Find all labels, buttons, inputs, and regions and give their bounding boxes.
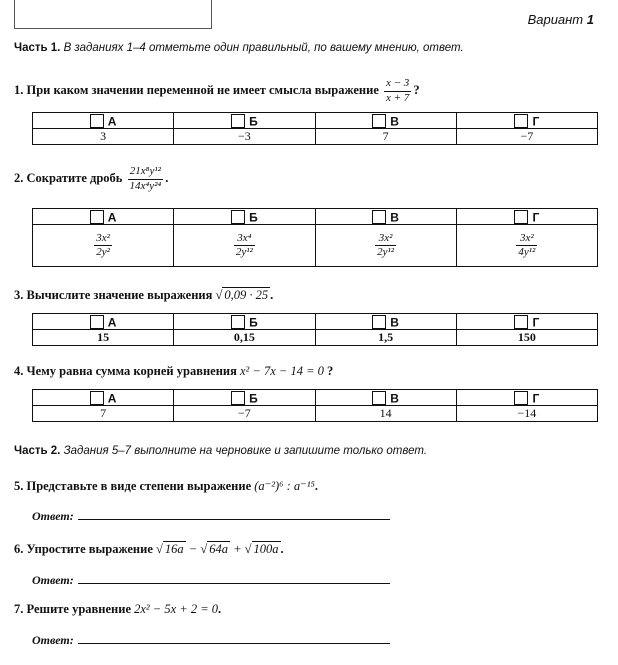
checkbox[interactable] bbox=[514, 210, 528, 224]
variant-header bbox=[528, 12, 594, 27]
checkbox[interactable] bbox=[514, 114, 528, 128]
option-value: 7 bbox=[315, 129, 456, 145]
question-6-tail: . bbox=[280, 542, 284, 556]
checkbox[interactable] bbox=[231, 210, 245, 224]
question-1-text: При каком значении переменной не имеет смысла выражение bbox=[26, 82, 379, 97]
option-b-cell[interactable]: Б bbox=[174, 390, 315, 406]
question-2-text: Сократите дробь bbox=[26, 170, 123, 185]
question-3-text: Вычислите значение выражения bbox=[26, 288, 213, 302]
checkbox[interactable] bbox=[514, 315, 528, 329]
question-1-tail: ? bbox=[413, 82, 420, 97]
question-1-number: 1. bbox=[14, 82, 24, 97]
checkbox[interactable] bbox=[372, 391, 386, 405]
option-value: −7 bbox=[456, 129, 597, 145]
option-value: 3 bbox=[33, 129, 174, 145]
option-value: 150 bbox=[456, 330, 597, 346]
radicand: 0,09 · 25 bbox=[224, 288, 269, 302]
question-2-numerator: 21x⁸y¹² bbox=[128, 166, 164, 180]
option-fraction: $\frac{\text{3x²}}{\text{2y²}}$ bbox=[33, 225, 174, 267]
sqrt-expression: √ 64a bbox=[200, 542, 228, 556]
question-4-answer-table bbox=[32, 389, 598, 422]
question-1-numerator: x − 3 bbox=[384, 78, 411, 92]
question-2 bbox=[14, 166, 168, 192]
checkbox[interactable] bbox=[90, 114, 104, 128]
answer-6 bbox=[32, 573, 390, 588]
option-v-cell[interactable]: В bbox=[315, 314, 456, 330]
question-5-tail: . bbox=[314, 479, 318, 493]
option-value: 7 bbox=[33, 406, 174, 422]
question-2-fraction bbox=[128, 166, 164, 192]
checkbox[interactable] bbox=[372, 114, 386, 128]
question-3 bbox=[14, 288, 273, 303]
question-6-text: Упростите выражение bbox=[26, 542, 153, 556]
option-value: −7 bbox=[174, 406, 315, 422]
variant-number: 1 bbox=[586, 12, 594, 27]
checkbox[interactable] bbox=[90, 315, 104, 329]
option-value: 14 bbox=[315, 406, 456, 422]
question-3-number: 3. bbox=[14, 288, 24, 302]
option-value: −3 bbox=[174, 129, 315, 145]
answer-7-input-line[interactable] bbox=[78, 633, 390, 644]
option-g-cell[interactable]: Г bbox=[456, 113, 597, 129]
question-2-tail: . bbox=[165, 170, 169, 185]
question-4-equation: x² − 7x − 14 = 0 bbox=[240, 364, 324, 378]
name-box[interactable] bbox=[14, 0, 212, 29]
question-7-tail: . bbox=[218, 602, 222, 616]
option-value: 1,5 bbox=[315, 330, 456, 346]
question-4-number: 4. bbox=[14, 364, 24, 378]
checkbox[interactable] bbox=[514, 391, 528, 405]
part2-label: Часть 2. bbox=[14, 445, 61, 457]
part2-heading bbox=[14, 445, 427, 457]
sqrt-expression: √ 0,09 · 25 bbox=[215, 288, 269, 302]
checkbox[interactable] bbox=[90, 210, 104, 224]
sqrt-expression: √ 100a bbox=[244, 542, 279, 556]
question-5-number: 5. bbox=[14, 479, 24, 493]
checkbox[interactable] bbox=[90, 391, 104, 405]
question-3-tail: . bbox=[270, 288, 274, 302]
option-a-cell[interactable]: А bbox=[33, 314, 174, 330]
answer-6-input-line[interactable] bbox=[78, 573, 390, 584]
checkbox[interactable] bbox=[231, 315, 245, 329]
question-5-expression: (a⁻²)⁶ : a⁻¹⁵ bbox=[254, 479, 315, 493]
option-fraction: $\frac{\text{3x²}}{\text{2y¹²}}$ bbox=[315, 225, 456, 267]
answer-label: Ответ: bbox=[32, 509, 74, 523]
part1-instruction: В заданиях 1–4 отметьте один правильный, по вашему мнению, ответ. bbox=[63, 42, 464, 54]
part1-label: Часть 1. bbox=[14, 42, 61, 54]
question-4 bbox=[14, 364, 333, 379]
option-value: 15 bbox=[33, 330, 174, 346]
question-3-answer-table bbox=[32, 313, 598, 346]
question-1-denominator: x + 7 bbox=[386, 91, 410, 104]
variant-label: Вариант bbox=[527, 12, 584, 27]
answer-label: Ответ: bbox=[32, 573, 74, 587]
answer-label: Ответ: bbox=[32, 633, 74, 647]
part1-heading bbox=[14, 42, 464, 54]
answer-5-input-line[interactable] bbox=[78, 509, 390, 520]
question-1-fraction bbox=[384, 78, 411, 104]
option-fraction: $\frac{\text{3x²}}{\text{4y¹²}}$ bbox=[456, 225, 597, 267]
question-5 bbox=[14, 478, 318, 494]
option-g-cell[interactable]: Г bbox=[456, 390, 597, 406]
option-b-cell[interactable]: Б bbox=[174, 314, 315, 330]
question-4-text: Чему равна сумма корней уравнения bbox=[26, 364, 237, 378]
question-7-text: Решите уравнение bbox=[26, 602, 131, 616]
option-v-cell[interactable]: В bbox=[315, 209, 456, 225]
question-6-number: 6. bbox=[14, 542, 24, 556]
sqrt-expression: √ 16a bbox=[156, 542, 184, 556]
part2-instruction: Задания 5–7 выполните на черновике и запишите только ответ. bbox=[63, 445, 428, 457]
option-v-cell[interactable]: В bbox=[315, 113, 456, 129]
question-4-tail: ? bbox=[327, 364, 334, 378]
option-g-cell[interactable]: Г bbox=[456, 209, 597, 225]
option-a-cell[interactable]: А bbox=[33, 113, 174, 129]
option-b-cell[interactable]: Б bbox=[174, 113, 315, 129]
question-6: 6. Упростите выражение √ 16a − √ 64a + √ 100a . bbox=[14, 542, 284, 556]
option-g-cell[interactable]: Г bbox=[456, 314, 597, 330]
option-value: −14 bbox=[456, 406, 597, 422]
checkbox[interactable] bbox=[231, 391, 245, 405]
question-7-number: 7. bbox=[14, 602, 24, 616]
question-2-denominator: 14x⁴y²⁴ bbox=[129, 179, 162, 192]
option-v-cell[interactable]: В bbox=[315, 390, 456, 406]
question-1 bbox=[14, 78, 420, 104]
checkbox[interactable] bbox=[372, 315, 386, 329]
question-7 bbox=[14, 602, 221, 617]
checkbox[interactable] bbox=[231, 114, 245, 128]
option-a-cell[interactable]: А bbox=[33, 390, 174, 406]
answer-5 bbox=[32, 509, 390, 524]
question-2-answer-table bbox=[32, 208, 598, 267]
question-7-equation: 2x² − 5x + 2 = 0 bbox=[134, 602, 219, 616]
option-value: 0,15 bbox=[174, 330, 315, 346]
question-5-text: Представьте в виде степени выражение bbox=[26, 479, 252, 493]
option-fraction: $\frac{\text{3x⁴}}{\text{2y¹²}}$ bbox=[174, 225, 315, 267]
question-1-answer-table bbox=[32, 112, 598, 145]
option-a-cell[interactable]: А bbox=[33, 209, 174, 225]
answer-7 bbox=[32, 633, 390, 648]
checkbox[interactable] bbox=[372, 210, 386, 224]
question-2-number: 2. bbox=[14, 170, 24, 185]
option-b-cell[interactable]: Б bbox=[174, 209, 315, 225]
